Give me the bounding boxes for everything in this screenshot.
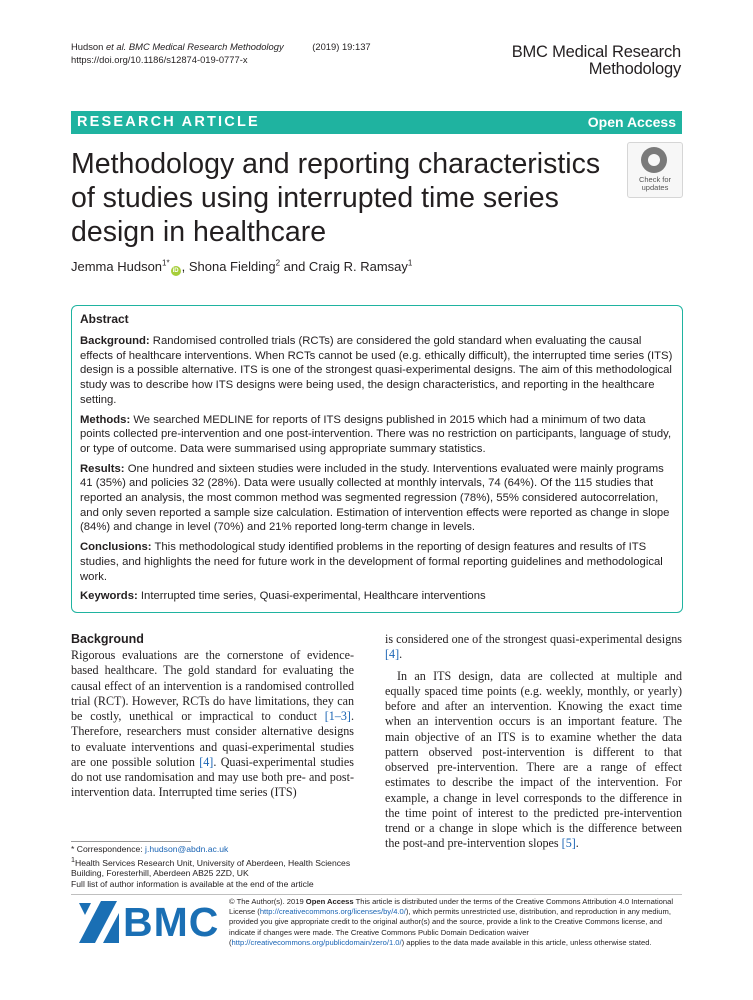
bmc-logo-text: BMC: [123, 899, 220, 945]
abstract-heading: Abstract: [80, 312, 129, 326]
running-header: [71, 41, 431, 66]
abstract-background: Background: Randomised controlled trials (RCTs) are considered the gold standard when evaluating the causal effects of healthcare interventions. When RCTs cannot be used (e.g. ethically difficult), the interrupted time series (ITS) design is a possible alternative. ITS is one of the strongest quasi-experimental designs. The aim of this methodological study was to describe how ITS designs were being used, the design characteristics, and reporting in the healthcare setting.: [80, 335, 673, 406]
doi-link[interactable]: https://doi.org/10.1186/s12874-019-0777-x: [71, 53, 248, 65]
footnote-divider: [71, 841, 191, 842]
author-name[interactable]: Jemma Hudson: [71, 259, 163, 274]
author-info-note: Full list of author information is available at the end of the article: [71, 879, 314, 890]
abstract-results: Results: One hundred and sixteen studies were included in the study. Interventions evaluated were mainly programs 41 (35%) and policies 32 (28%). Data were usually collected at monthly intervals, 74 (64%). Of the 115 studies that reported an analysis, the most common method was segmented regression (78%), 55% considered autocorrelation, and only seven reported a sample size calculation. Estimation of intervention effects were reported as change in slope (84%) and change in level (70%) and 21% reported long-term change in levels.: [80, 462, 670, 534]
bmc-logo: [77, 899, 220, 945]
affiliation: $^1$Health Services Research Unit, University of Aberdeen, Health Sciences Building, Foresterhill, Aberdeen AB25 2ZD, UK: [71, 855, 351, 879]
bmc-logo-mark-icon: [77, 899, 121, 945]
article-type-banner: [71, 111, 682, 134]
abstract-keywords: Keywords: Interrupted time series, Quasi-experimental, Healthcare interventions: [80, 590, 486, 603]
footnotes: [71, 844, 361, 890]
email-link[interactable]: j.hudson@abdn.ac.uk: [145, 844, 229, 854]
abstract-box: [71, 305, 683, 613]
citation-line: Hudson et al. BMC Medical Research Methodology (2019) 19:137: [71, 41, 371, 52]
check-for-updates-button[interactable]: Check for updates: [627, 142, 683, 198]
citation-link[interactable]: [1–3]: [324, 709, 351, 723]
abstract-conclusions: Conclusions: This methodological study identified problems in the reporting of design features and results of ITS studies, and highlights the need for future work in the development of formal reporting guidelines and methodological work.: [80, 541, 663, 583]
abstract-methods: Methods: We searched MEDLINE for reports of ITS designs published in 2015 which had a minimum of two data points collected pre-intervention and one post-intervention. There was no restriction on participants, language of study, or type of outcome. Data were summarised using appropriate summary statistics.: [80, 413, 672, 455]
license-text: © The Author(s). 2019 Open Access This article is distributed under the terms of the Creative Commons Attribution 4.0 International License (http://creativecommons.org/licenses/by/4.0/), which permits unrestricted use, distribution, and reproduction in any medium, provided you give appropriate credit to the original author(s) and the source, provide a link to the Creative Commons license, and indicate if changes were made. The Creative Commons Public Domain Dedication waiver (http://creativecommons.org/publicdomain/zero/1.0/) applies to the data made available in this article, unless otherwise stated.: [229, 897, 674, 947]
correspondence: * Correspondence: j.hudson@abdn.ac.uk: [71, 844, 229, 854]
author-name[interactable]: and Craig R. Ramsay: [280, 259, 408, 274]
citation-link[interactable]: [4]: [385, 647, 400, 662]
body-paragraph: Rigorous evaluations are the cornerstone of evidence-based healthcare. The gold standard for evaluating the causal effect of an intervention is a randomised controlled trial (RCT). However, RCTs do have limitations, they can be costly, unethical or impractical to conduct [1–3]. Therefore, researchers must consider alternative designs to evaluate interventions and quasi-experimental studies are one possible solution [4]. Quasi-experimental studies do not use randomisation and may use both pre- and post-intervention data. Interrupted time series (ITS): [71, 648, 354, 800]
check-updates-icon: [641, 147, 667, 173]
author-list: Jemma Hudson$^{1*}$iD , Shona Fielding$^2$ and Craig R. Ramsay$^1$: [71, 258, 413, 274]
author-name[interactable]: , Shona Fielding: [181, 259, 276, 274]
journal-name: BMC Medical Research Methodology: [511, 43, 681, 78]
citation-link[interactable]: [5]: [561, 836, 576, 851]
citation-link[interactable]: [4]: [199, 754, 214, 769]
public-domain-link[interactable]: http://creativecommons.org/publicdomain/zero/1.0/: [231, 937, 402, 947]
article-title: Methodology and reporting characteristics of studies using interrupted time series design in healthcare: [71, 148, 601, 248]
body-column-left: [71, 632, 354, 801]
body-column-right: [385, 632, 682, 852]
body-paragraph: is considered one of the strongest quasi-experimental designs [4].: [385, 632, 682, 662]
open-access-label: Open Access: [587, 114, 676, 130]
license-link[interactable]: http://creativecommons.org/licenses/by/4.0/: [259, 907, 406, 917]
section-heading: Background: [71, 632, 144, 646]
body-paragraph: In an ITS design, data are collected at multiple and equally spaced time points (e.g. weekly, monthly, or yearly) before and after an intervention. Knowing the exact time when an intervention occurs is an important feature. The main objective of an ITS is to examine whether the data pattern observed post-intervention is different to that observed pre-intervention. There are a range of effect estimates to describe the impact of the intervention. For example, a change in level corresponds to the difference in the time point of interest to the predicted pre-intervention trend or a change in slope which is the difference between the post-and pre-intervention slopes [5].: [385, 668, 682, 851]
article-type-label: RESEARCH ARTICLE: [77, 114, 260, 130]
orcid-icon[interactable]: iD: [172, 268, 179, 274]
